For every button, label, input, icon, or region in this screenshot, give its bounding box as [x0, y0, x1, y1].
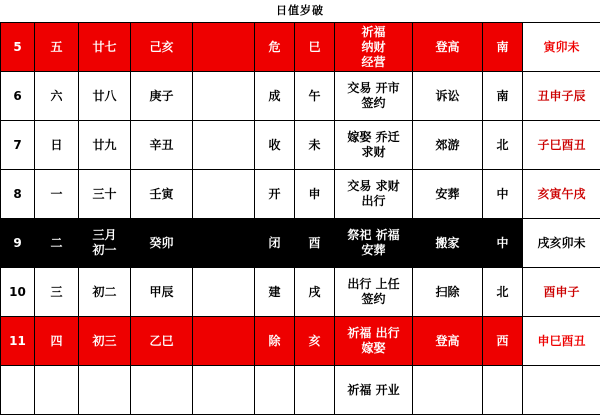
- cell-chong: 申: [295, 170, 335, 219]
- cell-jian: 收: [255, 121, 295, 170]
- cell-blank: [193, 317, 255, 366]
- table-row[interactable]: [1, 268, 600, 317]
- cell-activity: 郊游: [413, 121, 483, 170]
- cell-activity: 搬家: [413, 219, 483, 268]
- cell-yi-line1: 交易 求财: [335, 179, 412, 194]
- cell-yi: [335, 72, 413, 121]
- cell-yi-line2: 嫁娶: [335, 341, 412, 356]
- cell-direction: 中: [483, 219, 523, 268]
- cell-yi-line1: 交易 开市: [335, 81, 412, 96]
- cell-jian: 成: [255, 72, 295, 121]
- cell-weekday: 三: [35, 268, 79, 317]
- cell-yi-line2: 纳财: [335, 40, 412, 55]
- cell-activity: 登高: [413, 23, 483, 72]
- cell-yi-line2: 出行: [335, 194, 412, 209]
- table-row[interactable]: [1, 23, 600, 72]
- cell-lunar: 初二: [79, 268, 131, 317]
- header-note: 日值岁破: [0, 0, 600, 22]
- cell-day: 5: [1, 23, 35, 72]
- cell-chong: 午: [295, 72, 335, 121]
- cell-blank: [193, 121, 255, 170]
- cell-weekday: 二: [35, 219, 79, 268]
- cell-activity: 安葬: [413, 170, 483, 219]
- cell-activity: 扫除: [413, 268, 483, 317]
- table-row[interactable]: [1, 72, 600, 121]
- cell-weekday: 日: [35, 121, 79, 170]
- cell-day: 6: [1, 72, 35, 121]
- cell-jishen: 亥寅午戌: [523, 170, 600, 219]
- cell-ganzhi: 己亥: [131, 23, 193, 72]
- cell-yi-line1: 出行 上任: [335, 277, 412, 292]
- cell-ganzhi: 癸卯: [131, 219, 193, 268]
- cell-blank: [193, 219, 255, 268]
- cell-chong: 巳: [295, 23, 335, 72]
- cell-lunar: 廿七: [79, 23, 131, 72]
- cell-jishen: 申巳酉丑: [523, 317, 600, 366]
- cell-lunar: 初三: [79, 317, 131, 366]
- cell-yi: [335, 23, 413, 72]
- cell-jian: 闭: [255, 219, 295, 268]
- cell-weekday: 六: [35, 72, 79, 121]
- cell-yi-line2: 签约: [335, 292, 412, 307]
- cell-direction: 中: [483, 170, 523, 219]
- cell-lunar: 廿九: [79, 121, 131, 170]
- cell-yi: [335, 219, 413, 268]
- cell-direction: 南: [483, 23, 523, 72]
- cell-direction: [483, 366, 523, 415]
- cell-day: 8: [1, 170, 35, 219]
- calendar-body: [1, 23, 600, 415]
- cell-activity: [413, 366, 483, 415]
- cell-yi-line2: 求财: [335, 145, 412, 160]
- cell-yi-line1: 祈福 出行: [335, 326, 412, 341]
- cell-blank: [193, 268, 255, 317]
- cell-weekday: 一: [35, 170, 79, 219]
- cell-yi: [335, 121, 413, 170]
- cell-blank: [193, 170, 255, 219]
- cell-yi: 祈福 开业: [335, 366, 413, 415]
- cell-jian: 建: [255, 268, 295, 317]
- cell-chong: 酉: [295, 219, 335, 268]
- table-row[interactable]: [1, 317, 600, 366]
- cell-chong: 戌: [295, 268, 335, 317]
- cell-direction: 北: [483, 268, 523, 317]
- cell-ganzhi: 乙巳: [131, 317, 193, 366]
- cell-jian: 危: [255, 23, 295, 72]
- cell-direction: 北: [483, 121, 523, 170]
- table-row[interactable]: [1, 366, 600, 415]
- calendar-table: [0, 22, 600, 415]
- cell-yi-line1: 祭祀 祈福: [335, 228, 412, 243]
- cell-blank: [193, 366, 255, 415]
- cell-chong: [295, 366, 335, 415]
- cell-blank: [193, 72, 255, 121]
- cell-day: 11: [1, 317, 35, 366]
- cell-direction: 西: [483, 317, 523, 366]
- cell-yi-line1: 嫁娶 乔迁: [335, 130, 412, 145]
- cell-ganzhi: [131, 366, 193, 415]
- cell-day: 9: [1, 219, 35, 268]
- cell-jian: [255, 366, 295, 415]
- cell-day: 7: [1, 121, 35, 170]
- cell-day: [1, 366, 35, 415]
- cell-yi: [335, 268, 413, 317]
- cell-ganzhi: 甲辰: [131, 268, 193, 317]
- cell-weekday: 五: [35, 23, 79, 72]
- cell-yi-line1: 祈福: [335, 25, 412, 40]
- cell-ganzhi: 辛丑: [131, 121, 193, 170]
- cell-weekday: 四: [35, 317, 79, 366]
- cell-lunar: [79, 366, 131, 415]
- cell-weekday: [35, 366, 79, 415]
- cell-lunar-day: 初一: [79, 243, 130, 258]
- cell-lunar: [79, 219, 131, 268]
- cell-ganzhi: 壬寅: [131, 170, 193, 219]
- cell-jishen: [523, 366, 600, 415]
- cell-yi-line3: 经营: [335, 55, 412, 70]
- cell-day: 10: [1, 268, 35, 317]
- cell-activity: 登高: [413, 317, 483, 366]
- cell-yi-line2: 安葬: [335, 243, 412, 258]
- cell-ganzhi: 庚子: [131, 72, 193, 121]
- cell-yi: [335, 317, 413, 366]
- cell-jishen: 戌亥卯未: [523, 219, 600, 268]
- cell-lunar: 廿八: [79, 72, 131, 121]
- cell-chong: 未: [295, 121, 335, 170]
- cell-jishen: 寅卯未: [523, 23, 600, 72]
- cell-jian: 开: [255, 170, 295, 219]
- cell-activity: 诉讼: [413, 72, 483, 121]
- cell-jian: 除: [255, 317, 295, 366]
- cell-lunar: 三十: [79, 170, 131, 219]
- table-row[interactable]: [1, 219, 600, 268]
- cell-yi: [335, 170, 413, 219]
- table-row[interactable]: [1, 121, 600, 170]
- cell-chong: 亥: [295, 317, 335, 366]
- cell-jishen: 丑申子辰: [523, 72, 600, 121]
- cell-direction: 南: [483, 72, 523, 121]
- cell-lunar-month: 三月: [79, 228, 130, 243]
- cell-jishen: 子巳酉丑: [523, 121, 600, 170]
- cell-yi-line2: 签约: [335, 96, 412, 111]
- cell-blank: [193, 23, 255, 72]
- table-row[interactable]: [1, 170, 600, 219]
- cell-jishen: 酉申子: [523, 268, 600, 317]
